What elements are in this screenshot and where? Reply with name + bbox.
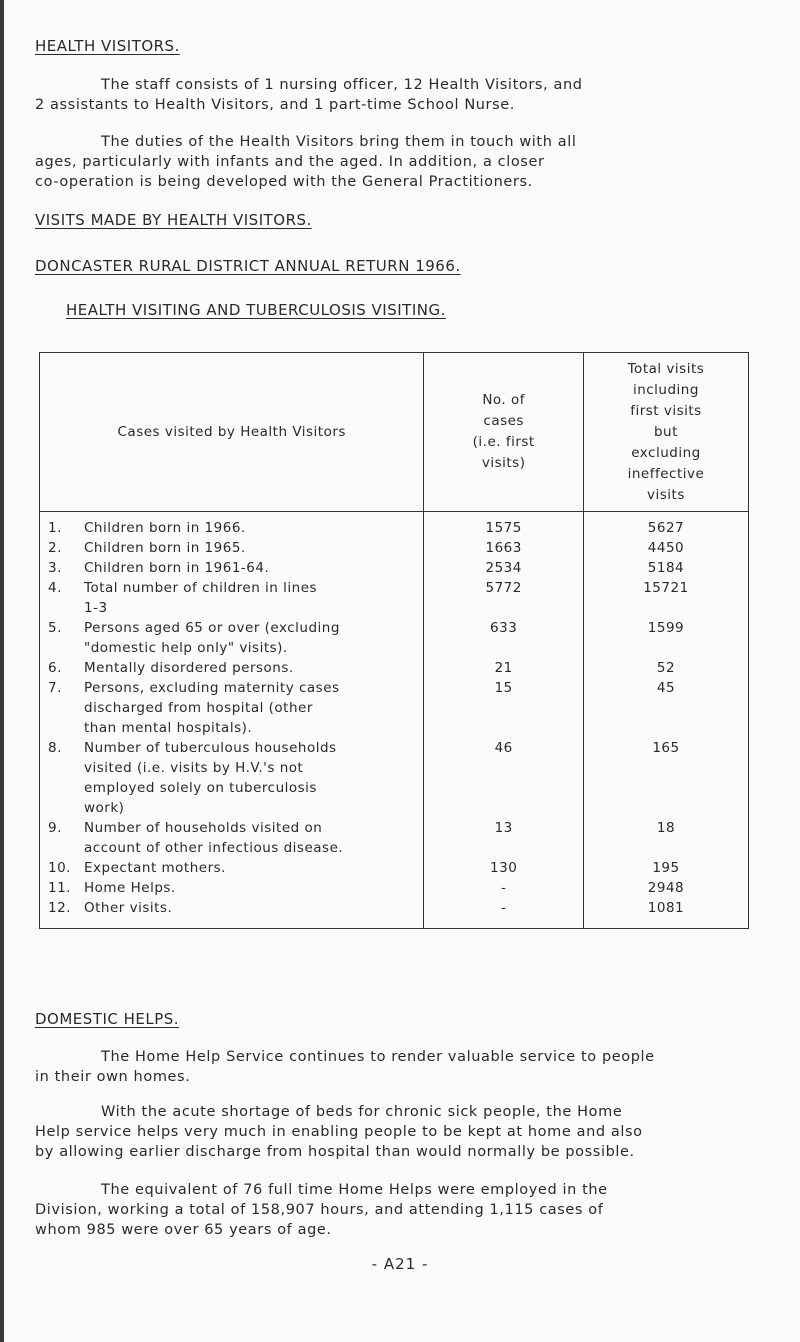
- table-row: [40, 538, 749, 558]
- row-number: 12.: [48, 900, 71, 916]
- cases-value: 2534: [424, 558, 583, 578]
- row-number: 6.: [48, 660, 62, 676]
- row-label: Home Helps.: [84, 880, 176, 896]
- row-label: Children born in 1966.: [84, 520, 246, 536]
- row-label: Children born in 1961-64.: [84, 560, 270, 576]
- visits-value: 1081: [583, 898, 748, 929]
- visits-value: 165: [583, 738, 748, 818]
- table-row: [40, 878, 749, 898]
- cases-value: 21: [424, 658, 583, 678]
- table-row: [40, 678, 749, 738]
- cases-value: 15: [424, 678, 583, 738]
- header-cases-visited: Cases visited by Health Visitors: [40, 353, 424, 512]
- row-number: 10.: [48, 860, 71, 876]
- row-label: visited (i.e. visits by H.V.'s not: [84, 760, 304, 776]
- duties-paragraph: [35, 132, 576, 192]
- table-row: [40, 858, 749, 878]
- paragraph-line: Division, working a total of 158,907 hours, and attending 1,115 cases of: [35, 1202, 604, 1218]
- row-label: discharged from hospital (other: [84, 700, 313, 716]
- paragraph-line: The Home Help Service continues to render valuable service to people: [101, 1049, 655, 1065]
- tb-visiting-heading: HEALTH VISITING AND TUBERCULOSIS VISITING.: [66, 301, 446, 319]
- table-row: [40, 558, 749, 578]
- paragraph-line: 2 assistants to Health Visitors, and 1 part-time School Nurse.: [35, 97, 516, 113]
- visits-value: 1599: [583, 618, 748, 658]
- row-number: 1.: [48, 520, 62, 536]
- page-number: - A21 -: [371, 1255, 429, 1273]
- visits-value: 195: [583, 858, 748, 878]
- cases-value: 46: [424, 738, 583, 818]
- paragraph-line: co-operation is being developed with the General Practitioners.: [35, 174, 533, 190]
- row-label: Persons aged 65 or over (excluding: [84, 620, 340, 636]
- visits-value: 52: [583, 658, 748, 678]
- header-total-visits: Total visits including first visits but excluding ineffective visits: [583, 353, 748, 512]
- cases-value: 5772: [424, 578, 583, 618]
- row-number: 4.: [48, 580, 62, 596]
- table-row: [40, 518, 749, 538]
- visits-value: 15721: [583, 578, 748, 618]
- row-number: 8.: [48, 740, 62, 756]
- row-label: Number of households visited on: [84, 820, 323, 836]
- visits-value: 45: [583, 678, 748, 738]
- visits-value: 5184: [583, 558, 748, 578]
- table-header-row: [40, 353, 749, 512]
- row-number: 11.: [48, 880, 71, 896]
- row-number: 9.: [48, 820, 62, 836]
- bed-shortage-paragraph: [35, 1102, 643, 1162]
- visits-value: 18: [583, 818, 748, 858]
- paragraph-line: by allowing earlier discharge from hospital than would normally be possible.: [35, 1144, 635, 1160]
- row-label: Persons, excluding maternity cases: [84, 680, 340, 696]
- row-label: than mental hospitals).: [84, 720, 253, 736]
- page-edge: [0, 0, 4, 1342]
- paragraph-line: The duties of the Health Visitors bring them in touch with all: [101, 134, 577, 150]
- table-row: [40, 898, 749, 929]
- cases-value: -: [424, 878, 583, 898]
- paragraph-line: The staff consists of 1 nursing officer, 12 Health Visitors, and: [101, 77, 583, 93]
- row-label: Number of tuberculous households: [84, 740, 337, 756]
- staff-paragraph: [35, 75, 583, 115]
- visits-value: 4450: [583, 538, 748, 558]
- row-label: work): [84, 800, 125, 816]
- row-label: "domestic help only" visits).: [84, 640, 288, 656]
- row-label: account of other infectious disease.: [84, 840, 344, 856]
- row-number: 5.: [48, 620, 62, 636]
- paragraph-line: whom 985 were over 65 years of age.: [35, 1222, 332, 1238]
- row-number: 2.: [48, 540, 62, 556]
- domestic-helps-heading: DOMESTIC HELPS.: [35, 1010, 180, 1028]
- visits-value: 5627: [583, 518, 748, 538]
- table-row: [40, 658, 749, 678]
- row-label: Total number of children in lines: [84, 580, 318, 596]
- table-row: [40, 618, 749, 658]
- paragraph-line: The equivalent of 76 full time Home Helps were employed in the: [101, 1182, 608, 1198]
- header-no-of-cases: No. of cases (i.e. first visits): [424, 353, 583, 512]
- row-label: Children born in 1965.: [84, 540, 246, 556]
- paragraph-line: ages, particularly with infants and the aged. In addition, a closer: [35, 154, 545, 170]
- row-number: 7.: [48, 680, 62, 696]
- cases-value: 1663: [424, 538, 583, 558]
- paragraph-line: in their own homes.: [35, 1069, 191, 1085]
- cases-value: 1575: [424, 518, 583, 538]
- visits-heading: VISITS MADE BY HEALTH VISITORS.: [35, 211, 312, 229]
- row-number: 3.: [48, 560, 62, 576]
- visits-table: [39, 352, 749, 929]
- home-helps-employed-paragraph: [35, 1180, 608, 1240]
- table-row: [40, 818, 749, 858]
- cases-value: 130: [424, 858, 583, 878]
- row-label: Other visits.: [84, 900, 173, 916]
- row-label: 1-3: [84, 600, 108, 616]
- row-label: Mentally disordered persons.: [84, 660, 294, 676]
- visits-value: 2948: [583, 878, 748, 898]
- annual-return-heading: DONCASTER RURAL DISTRICT ANNUAL RETURN 1966.: [35, 257, 461, 275]
- table-row: [40, 578, 749, 618]
- paragraph-line: Help service helps very much in enabling people to be kept at home and also: [35, 1124, 643, 1140]
- row-label: Expectant mothers.: [84, 860, 226, 876]
- table-row: [40, 738, 749, 818]
- home-help-service-paragraph: [35, 1047, 655, 1087]
- page-title: HEALTH VISITORS.: [35, 37, 180, 55]
- row-label: employed solely on tuberculosis: [84, 780, 317, 796]
- cases-value: 13: [424, 818, 583, 858]
- cases-value: -: [424, 898, 583, 929]
- paragraph-line: With the acute shortage of beds for chronic sick people, the Home: [101, 1104, 623, 1120]
- cases-value: 633: [424, 618, 583, 658]
